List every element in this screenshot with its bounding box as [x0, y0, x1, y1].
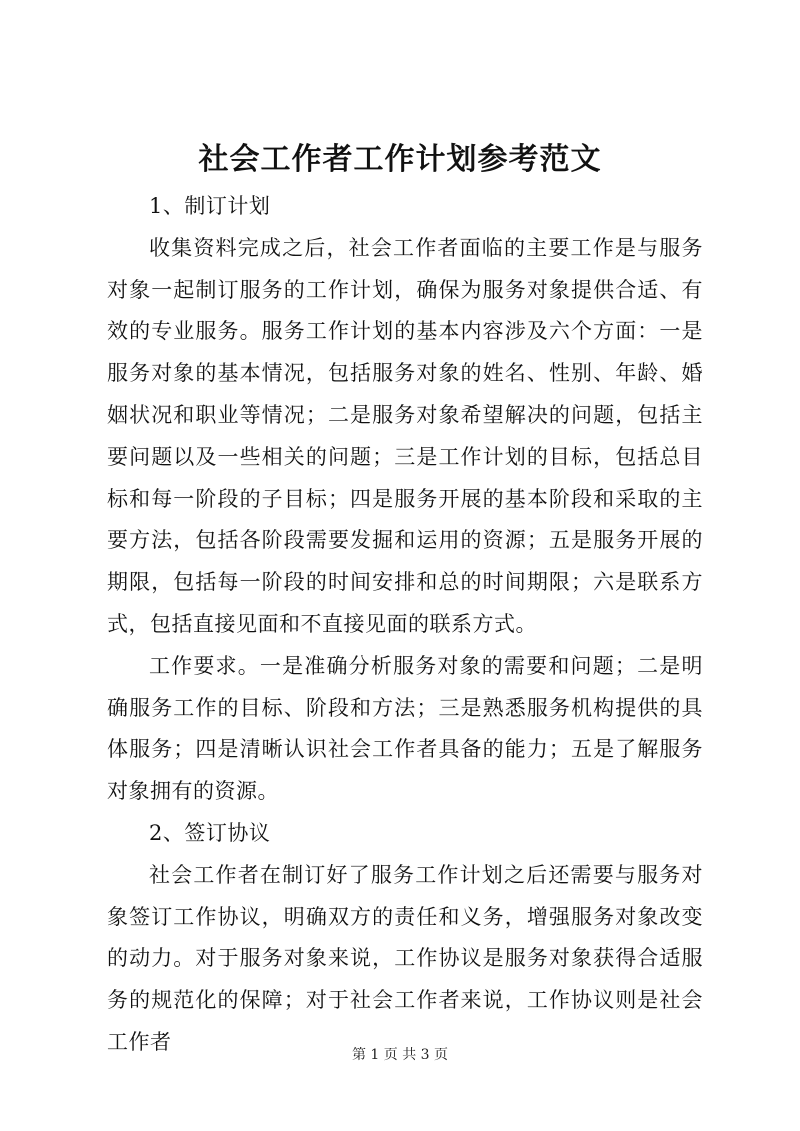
paragraph: 工作要求。一是准确分析服务对象的需要和问题；二是明确服务工作的目标、阶段和方法；三是熟悉服务机构提供的具体服务；四是清晰认识社会工作者具备的能力；五是了解服务对象拥有的资源。 — [107, 653, 703, 804]
section-heading: 2、签订协议 — [149, 820, 271, 845]
section-heading: 1、制订计划 — [149, 194, 271, 218]
page-footer: 第 1 页 共 3 页 — [351, 1047, 449, 1063]
document-body — [107, 186, 703, 1064]
paragraph: 收集资料完成之后，社会工作者面临的主要工作是与服务对象一起制订服务的工作计划，确保为服务对象提供合适、有效的专业服务。服务工作计划的基本内容涉及六个方面：一是服务对象的基本情况，包括服务对象的姓名、性别、年龄、婚姻状况和职业等情况；二是服务对象希望解决的问题，包括主要问题以及一些相关的问题；三是工作计划的目标，包括总目标和每一阶段的子目标；四是服务开展的基本阶段和采取的主要方法，包括各阶段需要发掘和运用的资源；五是服务开展的期限，包括每一阶段的时间安排和总的时间期限；六是联系方式，包括直接见面和不直接见面的联系方式。 — [107, 235, 703, 636]
paragraph: 社会工作者在制订好了服务工作计划之后还需要与服务对象签订工作协议，明确双方的责任和义务，增强服务对象改变的动力。对于服务对象来说，工作协议是服务对象获得合适服务的规范化的保障；对于社会工作者来说，工作协议则是社会工作者 — [107, 862, 703, 1054]
document-title: 社会工作者工作计划参考范文 — [198, 142, 602, 177]
